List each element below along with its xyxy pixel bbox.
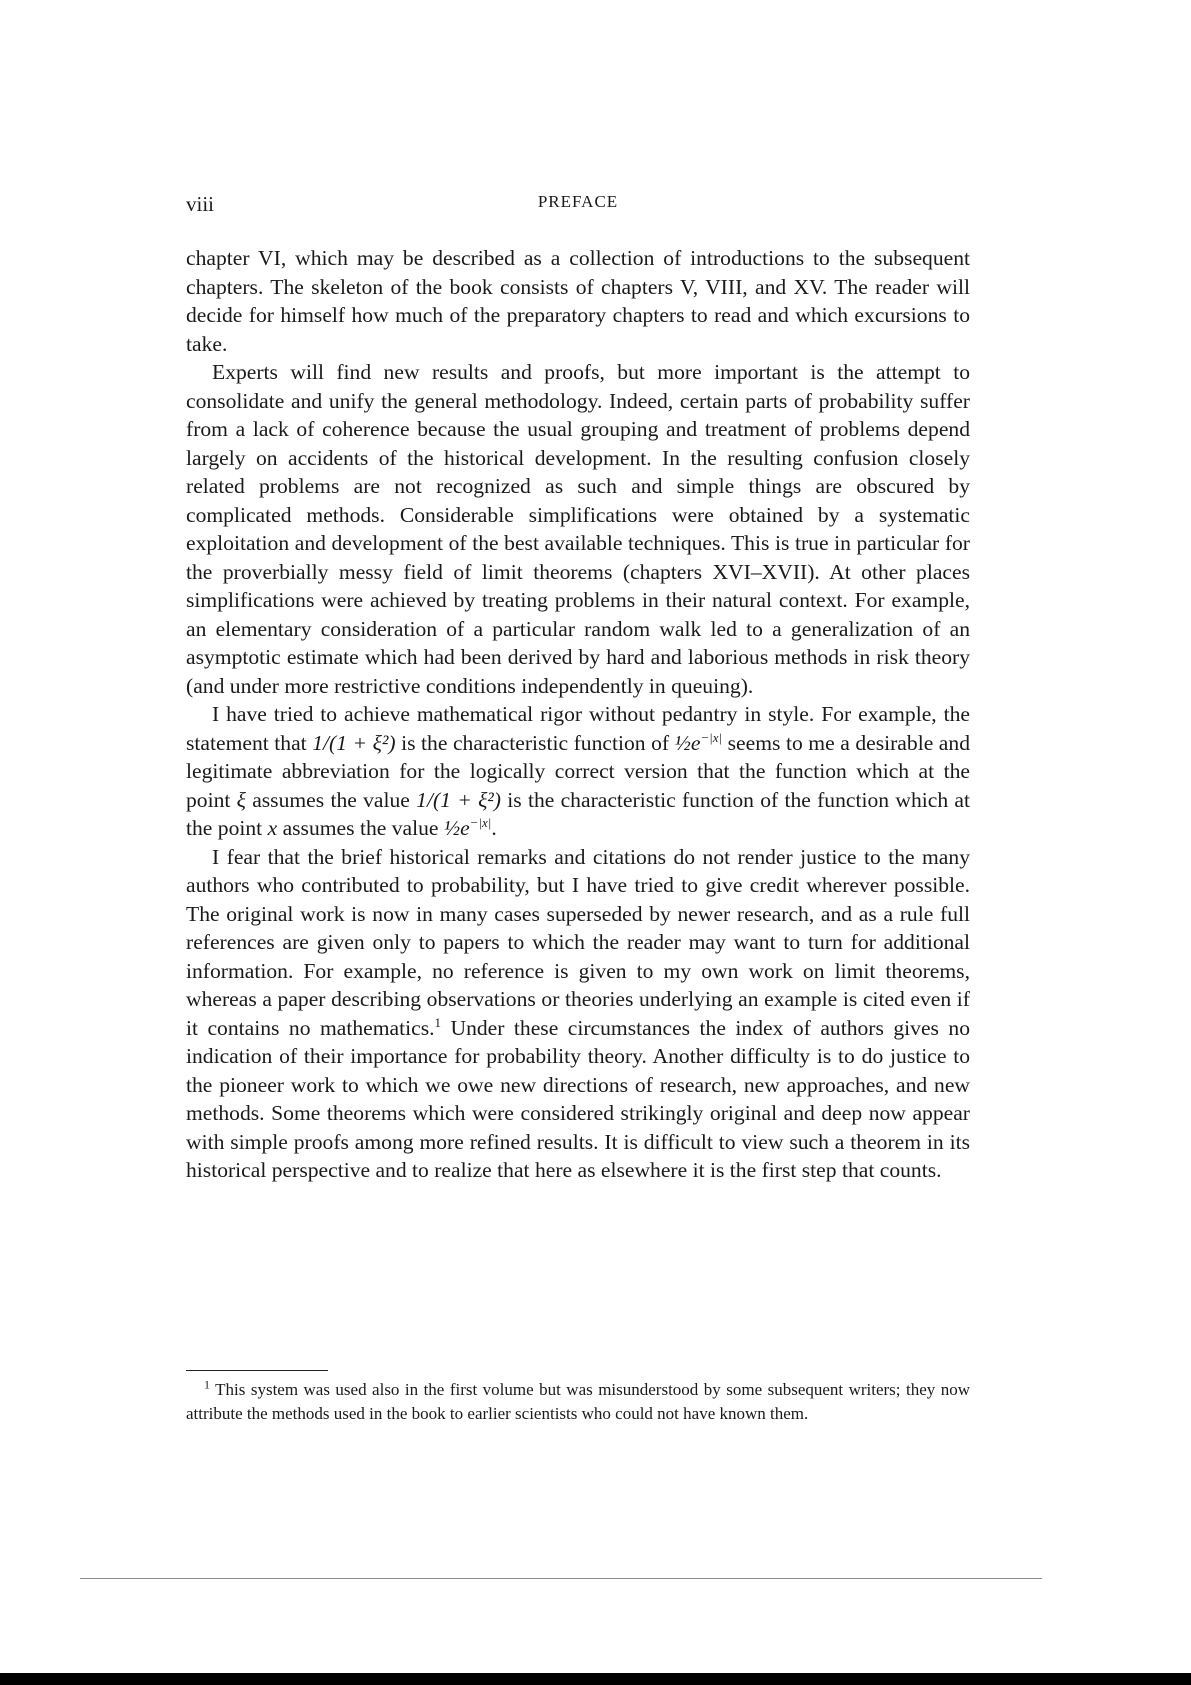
paragraph: chapter VI, which may be described as a collection of introductions to the subsequent chapters. The skeleton of the book consists of chapters V, VIII, and XV. The reader will decide for himself how much of the preparatory chapters to read and which excursions to take. xyxy=(186,246,970,356)
footnote-reference[interactable]: 1 xyxy=(434,1014,442,1030)
page-bottom-rule xyxy=(80,1578,1042,1579)
paragraph: I fear that the brief historical remarks and citations do not render justice to the many authors who contributed to probability, but I have tried to give credit wherever possible. The original work is now in many cases superseded by newer research, and as a rule full references are given only to papers to which the reader may want to turn for additional information. For example, no reference is given to my own work on limit theorems, whereas a paper describing observations or theories underlying an example is cited even if it contains no mathematics.$^1$ Under these circumstances the index of authors gives no indication of their importance for probability theory. Another difficulty is to do justice to the pioneer work to which we owe new directions of research, new approaches, and new methods. Some theorems which were considered strikingly original and deep now appear with simple proofs among more refined results. It is difficult to view such a theorem in its historical perspective and to realize that here as elsewhere it is the first step that counts. xyxy=(186,844,971,1182)
math-expression: ½e xyxy=(443,816,470,840)
math-expression: ξ xyxy=(236,787,246,812)
footnote-text: This system was used also in the first volume but was misunderstood by some subsequent writers; they now attribute the methods used in the book to earlier scientists who could not have known them. xyxy=(186,1380,970,1423)
math-expression: 1/(1 + ξ²) xyxy=(416,787,501,812)
footnote-mark: 1 xyxy=(204,1377,210,1392)
math-exponent: −|x| xyxy=(469,814,492,830)
math-expression: ½e xyxy=(674,730,701,755)
chapter-heading: PREFACE xyxy=(537,192,619,211)
running-head xyxy=(186,188,970,218)
page-number: viii xyxy=(186,192,215,216)
body-text xyxy=(186,244,970,1185)
footnote-divider xyxy=(186,1370,328,1371)
math-exponent: −|x| xyxy=(700,729,723,745)
paragraph: Experts will find new results and proofs, but more important is the attempt to consolidate and unify the general methodology. Indeed, certain parts of probability suffer from a lack of coherence because the usual grouping and treatment of problems depend largely on accidents of the historical development. In the resulting confusion closely related problems are not recognized as such and simple things are obscured by complicated methods. Considerable simplifications were obtained by a systematic exploitation and development of the best available techniques. This is true in particular for the proverbially messy field of limit theorems (chapters XVI–XVII). At other places simplifications were achieved by treating problems in their natural context. For example, an elementary consideration of a particular random walk led to a generalization of an asymptotic estimate which had been derived by hard and laborious methods in risk theory (and under more restrictive conditions independently in queuing). xyxy=(186,360,970,698)
footnote xyxy=(186,1378,970,1426)
math-expression: 1/(1 + ξ²) xyxy=(312,730,396,755)
math-expression: x xyxy=(267,816,278,840)
scan-edge xyxy=(0,1673,1191,1685)
paragraph: I have tried to achieve mathematical rigor without pedantry in style. For example, the statement that 1/(1 + ξ²) is the characteristic function of $\frac{1}{2}e^{-|x|}$ seems to me a desirable and legitimate abbreviation for the logically correct version that the function which at the point ξ assumes the value 1/(1 + ξ²) is the characteristic function of the function which at the point x assumes the value $\frac{1}{2}e^{-|x|}$. xyxy=(186,702,970,840)
